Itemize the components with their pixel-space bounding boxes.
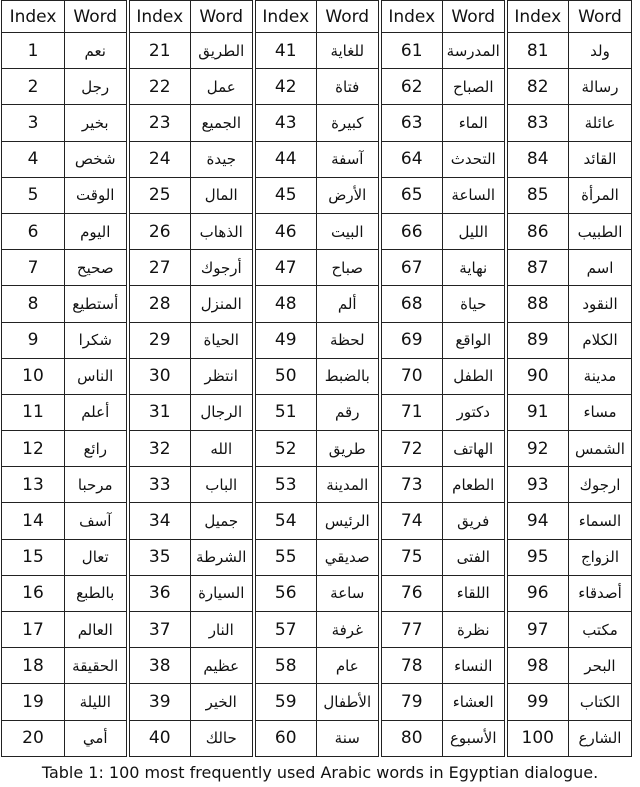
word-cell: الخير: [191, 684, 254, 720]
word-cell: النساء: [443, 648, 506, 684]
header-index: Index: [128, 1, 191, 33]
index-cell: 42: [254, 69, 317, 105]
word-cell: الواقع: [443, 322, 506, 358]
index-cell: 44: [254, 141, 317, 177]
index-cell: 2: [2, 69, 65, 105]
table-row: [2, 575, 632, 611]
word-cell: ولد: [569, 33, 632, 69]
word-cell: الزواج: [569, 539, 632, 575]
index-cell: 69: [380, 322, 443, 358]
word-cell: الله: [191, 431, 254, 467]
word-cell: الطبيب: [569, 213, 632, 249]
header-index: Index: [506, 1, 569, 33]
index-cell: 46: [254, 213, 317, 249]
word-cell: عام: [317, 648, 380, 684]
index-cell: 89: [506, 322, 569, 358]
index-cell: 74: [380, 503, 443, 539]
index-cell: 43: [254, 105, 317, 141]
index-cell: 27: [128, 250, 191, 286]
word-cell: البيت: [317, 213, 380, 249]
word-cell: ساعة: [317, 575, 380, 611]
header-word: Word: [317, 1, 380, 33]
table-row: [2, 213, 632, 249]
index-cell: 81: [506, 33, 569, 69]
index-cell: 67: [380, 250, 443, 286]
index-cell: 26: [128, 213, 191, 249]
word-cell: بخير: [65, 105, 128, 141]
word-cell: الرئيس: [317, 503, 380, 539]
index-cell: 64: [380, 141, 443, 177]
word-cell: أستطيع: [65, 286, 128, 322]
word-cell: للغاية: [317, 33, 380, 69]
header-index: Index: [254, 1, 317, 33]
table-row: [2, 431, 632, 467]
word-cell: شخص: [65, 141, 128, 177]
word-cell: عظيم: [191, 648, 254, 684]
word-cell: الطريق: [191, 33, 254, 69]
word-cell: مكتب: [569, 612, 632, 648]
word-cell: عمل: [191, 69, 254, 105]
index-cell: 45: [254, 177, 317, 213]
index-cell: 73: [380, 467, 443, 503]
index-cell: 93: [506, 467, 569, 503]
index-cell: 70: [380, 358, 443, 394]
index-cell: 37: [128, 612, 191, 648]
index-cell: 18: [2, 648, 65, 684]
table-row: [2, 358, 632, 394]
index-cell: 87: [506, 250, 569, 286]
word-cell: مساء: [569, 394, 632, 430]
word-cell: المرأة: [569, 177, 632, 213]
index-cell: 60: [254, 720, 317, 756]
index-cell: 1: [2, 33, 65, 69]
word-cell: المنزل: [191, 286, 254, 322]
index-cell: 4: [2, 141, 65, 177]
index-cell: 41: [254, 33, 317, 69]
word-cell: آسفة: [317, 141, 380, 177]
index-cell: 5: [2, 177, 65, 213]
word-cell: صحيح: [65, 250, 128, 286]
table-caption: Table 1: 100 most frequently used Arabic words in Egyptian dialogue.: [41, 763, 599, 782]
word-cell: الجميع: [191, 105, 254, 141]
word-cell: كبيرة: [317, 105, 380, 141]
index-cell: 62: [380, 69, 443, 105]
index-cell: 22: [128, 69, 191, 105]
index-cell: 35: [128, 539, 191, 575]
word-cell: انتظر: [191, 358, 254, 394]
index-cell: 32: [128, 431, 191, 467]
index-cell: 66: [380, 213, 443, 249]
table-row: [2, 612, 632, 648]
word-cell: ارجوك: [569, 467, 632, 503]
word-cell: التحدث: [443, 141, 506, 177]
index-cell: 95: [506, 539, 569, 575]
index-cell: 55: [254, 539, 317, 575]
word-cell: نظرة: [443, 612, 506, 648]
word-cell: الرجال: [191, 394, 254, 430]
word-cell: النقود: [569, 286, 632, 322]
table-row: [2, 720, 632, 756]
word-cell: غرفة: [317, 612, 380, 648]
table-row: [2, 394, 632, 430]
index-cell: 75: [380, 539, 443, 575]
word-cell: الصباح: [443, 69, 506, 105]
word-cell: مرحبا: [65, 467, 128, 503]
word-cell: أرجوك: [191, 250, 254, 286]
word-cell: دكتور: [443, 394, 506, 430]
index-cell: 80: [380, 720, 443, 756]
index-cell: 56: [254, 575, 317, 611]
index-cell: 12: [2, 431, 65, 467]
table-row: [2, 322, 632, 358]
index-cell: 11: [2, 394, 65, 430]
index-cell: 99: [506, 684, 569, 720]
word-cell: رسالة: [569, 69, 632, 105]
index-cell: 17: [2, 612, 65, 648]
word-cell: الحقيقة: [65, 648, 128, 684]
index-cell: 54: [254, 503, 317, 539]
word-cell: حياة: [443, 286, 506, 322]
index-cell: 50: [254, 358, 317, 394]
index-cell: 86: [506, 213, 569, 249]
index-cell: 8: [2, 286, 65, 322]
header-index: Index: [2, 1, 65, 33]
table-row: [2, 539, 632, 575]
table-row: [2, 33, 632, 69]
word-cell: تعال: [65, 539, 128, 575]
table-header-row: [2, 1, 632, 33]
word-cell: طريق: [317, 431, 380, 467]
word-cell: العشاء: [443, 684, 506, 720]
word-cell: رائع: [65, 431, 128, 467]
word-cell: الليلة: [65, 684, 128, 720]
index-cell: 29: [128, 322, 191, 358]
index-cell: 36: [128, 575, 191, 611]
index-cell: 25: [128, 177, 191, 213]
word-cell: الهاتف: [443, 431, 506, 467]
word-cell: اليوم: [65, 213, 128, 249]
word-cell: اللقاء: [443, 575, 506, 611]
table-row: [2, 250, 632, 286]
index-cell: 31: [128, 394, 191, 430]
index-cell: 48: [254, 286, 317, 322]
index-cell: 78: [380, 648, 443, 684]
word-cell: بالضبط: [317, 358, 380, 394]
word-cell: الساعة: [443, 177, 506, 213]
word-cell: الكتاب: [569, 684, 632, 720]
table-row: [2, 105, 632, 141]
index-cell: 19: [2, 684, 65, 720]
word-cell: بالطبع: [65, 575, 128, 611]
word-cell: الماء: [443, 105, 506, 141]
word-cell: الفتى: [443, 539, 506, 575]
index-cell: 61: [380, 33, 443, 69]
word-cell: مدينة: [569, 358, 632, 394]
index-cell: 13: [2, 467, 65, 503]
word-cell: ألم: [317, 286, 380, 322]
word-cell: جميل: [191, 503, 254, 539]
word-cell: الحياة: [191, 322, 254, 358]
index-cell: 9: [2, 322, 65, 358]
index-cell: 38: [128, 648, 191, 684]
index-cell: 83: [506, 105, 569, 141]
word-cell: اسم: [569, 250, 632, 286]
index-cell: 28: [128, 286, 191, 322]
word-cell: حالك: [191, 720, 254, 756]
word-cell: النار: [191, 612, 254, 648]
index-cell: 85: [506, 177, 569, 213]
index-cell: 15: [2, 539, 65, 575]
word-cell: المدرسة: [443, 33, 506, 69]
index-cell: 16: [2, 575, 65, 611]
index-cell: 88: [506, 286, 569, 322]
word-cell: الكلام: [569, 322, 632, 358]
index-cell: 77: [380, 612, 443, 648]
word-cell: السيارة: [191, 575, 254, 611]
index-cell: 65: [380, 177, 443, 213]
index-cell: 23: [128, 105, 191, 141]
index-cell: 59: [254, 684, 317, 720]
index-cell: 6: [2, 213, 65, 249]
index-cell: 14: [2, 503, 65, 539]
word-cell: عائلة: [569, 105, 632, 141]
word-cell: جيدة: [191, 141, 254, 177]
table-row: [2, 503, 632, 539]
header-word: Word: [191, 1, 254, 33]
word-cell: الطفل: [443, 358, 506, 394]
table-row: [2, 177, 632, 213]
index-cell: 47: [254, 250, 317, 286]
word-cell: رقم: [317, 394, 380, 430]
index-cell: 76: [380, 575, 443, 611]
index-cell: 90: [506, 358, 569, 394]
word-cell: أصدقاء: [569, 575, 632, 611]
word-cell: أعلم: [65, 394, 128, 430]
word-cell: العالم: [65, 612, 128, 648]
index-cell: 10: [2, 358, 65, 394]
index-cell: 33: [128, 467, 191, 503]
index-cell: 63: [380, 105, 443, 141]
header-word: Word: [65, 1, 128, 33]
word-cell: الناس: [65, 358, 128, 394]
word-cell: البحر: [569, 648, 632, 684]
word-cell: الوقت: [65, 177, 128, 213]
word-cell: رجل: [65, 69, 128, 105]
word-cell: فريق: [443, 503, 506, 539]
index-cell: 39: [128, 684, 191, 720]
index-cell: 24: [128, 141, 191, 177]
word-cell: فتاة: [317, 69, 380, 105]
index-cell: 72: [380, 431, 443, 467]
table-row: [2, 684, 632, 720]
index-cell: 91: [506, 394, 569, 430]
word-cell: صديقي: [317, 539, 380, 575]
index-cell: 94: [506, 503, 569, 539]
word-cell: أمي: [65, 720, 128, 756]
word-cell: سنة: [317, 720, 380, 756]
index-cell: 30: [128, 358, 191, 394]
index-cell: 20: [2, 720, 65, 756]
word-cell: المدينة: [317, 467, 380, 503]
word-cell: صباح: [317, 250, 380, 286]
arabic-words-table: [1, 0, 632, 757]
index-cell: 57: [254, 612, 317, 648]
word-cell: الذهاب: [191, 213, 254, 249]
index-cell: 51: [254, 394, 317, 430]
index-cell: 97: [506, 612, 569, 648]
table-row: [2, 286, 632, 322]
index-cell: 52: [254, 431, 317, 467]
word-cell: الأطفال: [317, 684, 380, 720]
index-cell: 79: [380, 684, 443, 720]
index-cell: 92: [506, 431, 569, 467]
table-row: [2, 467, 632, 503]
word-cell: آسف: [65, 503, 128, 539]
index-cell: 58: [254, 648, 317, 684]
word-cell: السماء: [569, 503, 632, 539]
header-word: Word: [569, 1, 632, 33]
index-cell: 98: [506, 648, 569, 684]
index-cell: 68: [380, 286, 443, 322]
word-cell: الأرض: [317, 177, 380, 213]
index-cell: 21: [128, 33, 191, 69]
word-cell: المال: [191, 177, 254, 213]
index-cell: 96: [506, 575, 569, 611]
index-cell: 53: [254, 467, 317, 503]
word-cell: الأسبوع: [443, 720, 506, 756]
word-cell: الشارع: [569, 720, 632, 756]
index-cell: 34: [128, 503, 191, 539]
header-word: Word: [443, 1, 506, 33]
index-cell: 40: [128, 720, 191, 756]
index-cell: 7: [2, 250, 65, 286]
word-cell: الشمس: [569, 431, 632, 467]
index-cell: 84: [506, 141, 569, 177]
word-cell: الباب: [191, 467, 254, 503]
table-row: [2, 648, 632, 684]
word-cell: القائد: [569, 141, 632, 177]
table-row: [2, 69, 632, 105]
word-cell: الشرطة: [191, 539, 254, 575]
word-cell: شكرا: [65, 322, 128, 358]
word-cell: نهاية: [443, 250, 506, 286]
index-cell: 100: [506, 720, 569, 756]
word-cell: لحظة: [317, 322, 380, 358]
word-cell: الليل: [443, 213, 506, 249]
index-cell: 3: [2, 105, 65, 141]
index-cell: 49: [254, 322, 317, 358]
index-cell: 82: [506, 69, 569, 105]
word-cell: نعم: [65, 33, 128, 69]
word-cell: الطعام: [443, 467, 506, 503]
index-cell: 71: [380, 394, 443, 430]
header-index: Index: [380, 1, 443, 33]
table-row: [2, 141, 632, 177]
